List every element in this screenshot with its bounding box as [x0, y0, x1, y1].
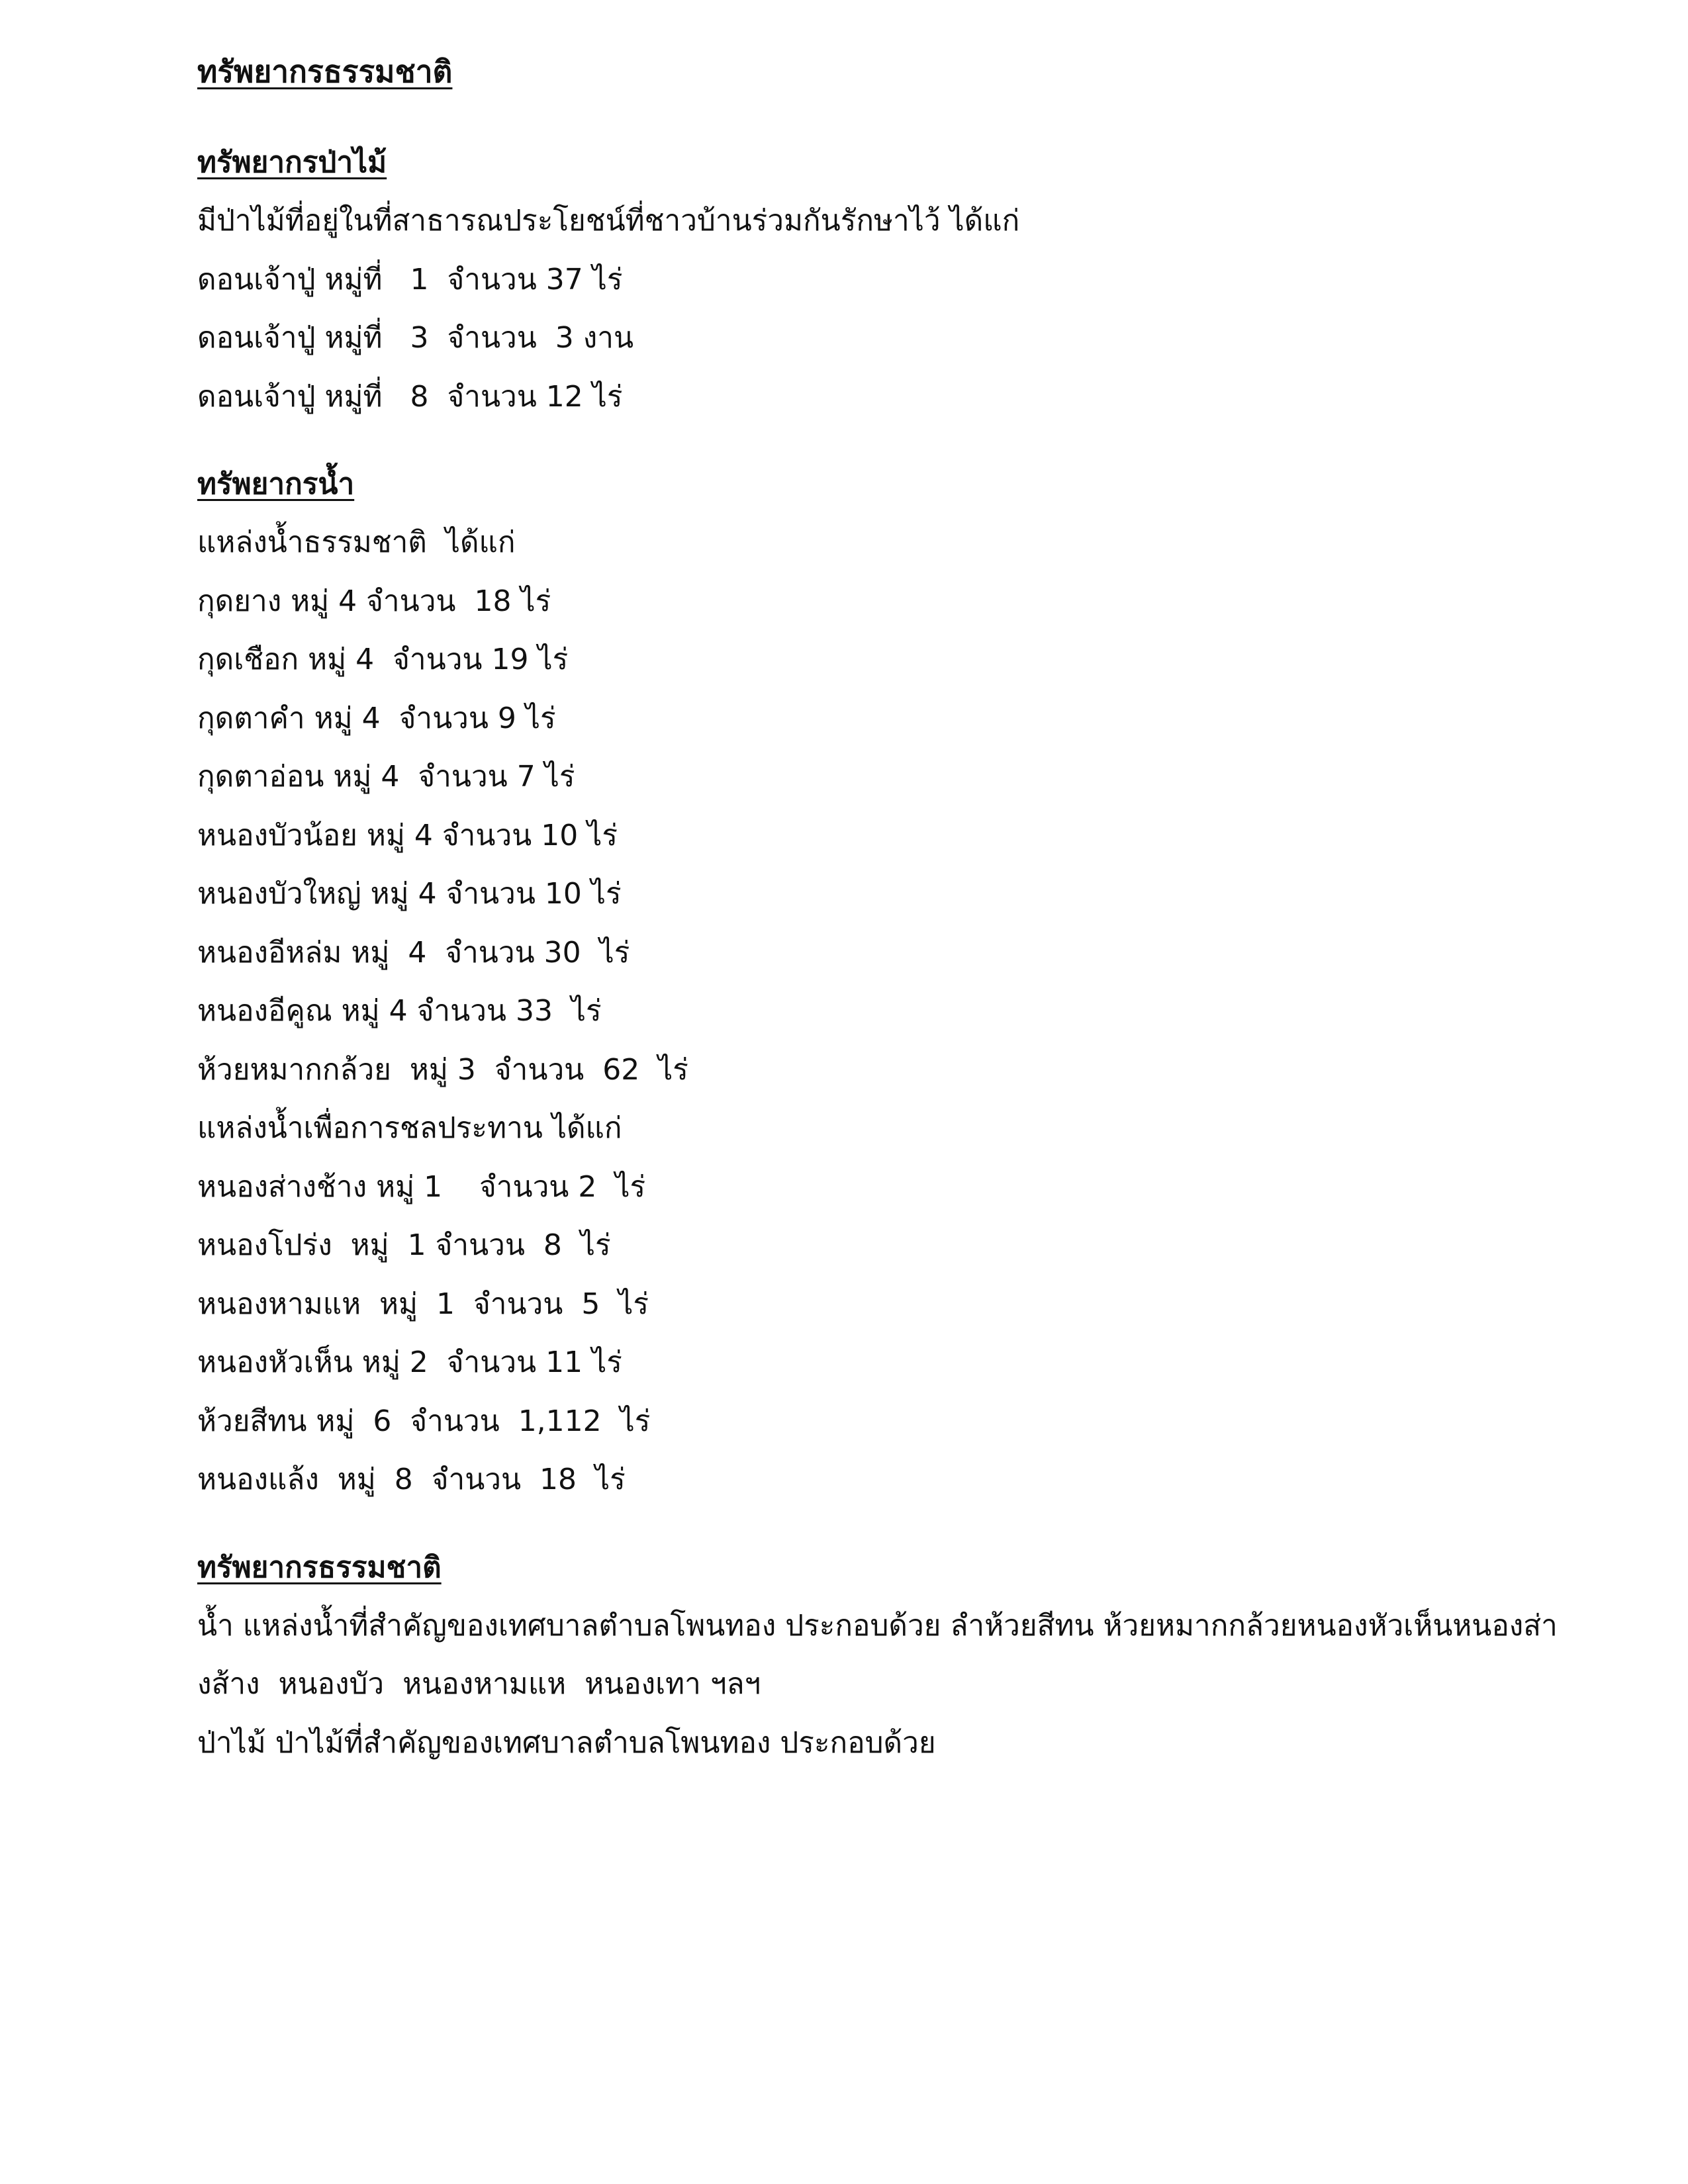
water-item: หนองหัวเห็น หมู่ 2 จำนวน 11 ไร่: [197, 1345, 622, 1379]
water-item: หนองส่างช้าง หมู่ 1 จำนวน 2 ไร่: [197, 1169, 646, 1204]
section-title-forest: ทรัพยากรป่าไม้: [197, 146, 387, 179]
section-water: [197, 455, 1521, 1510]
water-item: หนองบัวใหญ่ หมู่ 4 จำนวน 10 ไร่: [197, 877, 622, 911]
natural-water-line: น้ำ แหล่งน้ำที่สำคัญของเทศบาลตำบลโพนทอง ประกอบด้วย ลำห้วยสีทน ห้วยหมากกล้วยหนองหัวเห็นหนองส่า: [197, 1608, 1558, 1643]
section-title-natural-resources: ทรัพยากรธรรมชาติ: [197, 1550, 442, 1584]
forest-item-2: ดอนเจ้าปู่ หมู่ที่ 3 จำนวน 3 งาน: [197, 321, 634, 355]
water-item: หนองหามแห หมู่ 1 จำนวน 5 ไร่: [197, 1287, 649, 1321]
forest-intro-line: มีป่าไม้ที่อยู่ในที่สาธารณประโยชน์ที่ชาวบ้านร่วมกันรักษาไว้ ได้แก่: [197, 204, 1020, 238]
water-item: หนองบัวน้อย หมู่ 4 จำนวน 10 ไร่: [197, 818, 618, 852]
water-item: หนองอีคูณ หมู่ 4 จำนวน 33 ไร่: [197, 994, 602, 1028]
section-natural-resources: [197, 1539, 1558, 1773]
forest-item-3: ดอนเจ้าปู่ หมู่ที่ 8 จำนวน 12 ไร่: [197, 379, 623, 414]
forest-item-1: ดอนเจ้าปู่ หมู่ที่ 1 จำนวน 37 ไร่: [197, 262, 623, 296]
section-title-water: ทรัพยากรน้ำ: [197, 467, 355, 501]
water-item: ห้วยหมากกล้วย หมู่ 3 จำนวน 62 ไร่: [197, 1052, 688, 1087]
water-irrigation-heading: แหล่งน้ำเพื่อการชลประทาน ได้แก่: [197, 1111, 622, 1145]
water-natural-heading: แหล่งน้ำธรรมชาติ ได้แก่: [197, 525, 516, 559]
water-item: กุดตาอ่อน หมู่ 4 จำนวน 7 ไร่: [197, 760, 575, 794]
document-content: [197, 45, 1558, 1772]
water-item: กุดยาง หมู่ 4 จำนวน 18 ไร่: [197, 584, 551, 618]
water-item: หนองโปร่ง หมู่ 1 จำนวน 8 ไร่: [197, 1228, 611, 1262]
natural-forest-line: ป่าไม้ ป่าไม้ที่สำคัญของเทศบาลตำบลโพนทอง ประกอบด้วย: [197, 1725, 936, 1760]
water-item: หนองอีหล่ม หมู่ 4 จำนวน 30 ไร่: [197, 935, 630, 970]
natural-water-line-cont: งส้าง หนองบัว หนองหามแห หนองเทา ฯลฯ: [197, 1667, 761, 1701]
page-title: ทรัพยากรธรรมชาติ: [197, 54, 453, 89]
water-item: กุดตาคำ หมู่ 4 จำนวน 9 ไร่: [197, 701, 556, 735]
water-item: กุดเชือก หมู่ 4 จำนวน 19 ไร่: [197, 643, 569, 676]
section-forest: [197, 134, 1521, 426]
water-item: ห้วยสีทน หมู่ 6 จำนวน 1,112 ไร่: [197, 1404, 651, 1438]
water-item: หนองแล้ง หมู่ 8 จำนวน 18 ไร่: [197, 1463, 626, 1496]
spacer: [197, 98, 1521, 134]
